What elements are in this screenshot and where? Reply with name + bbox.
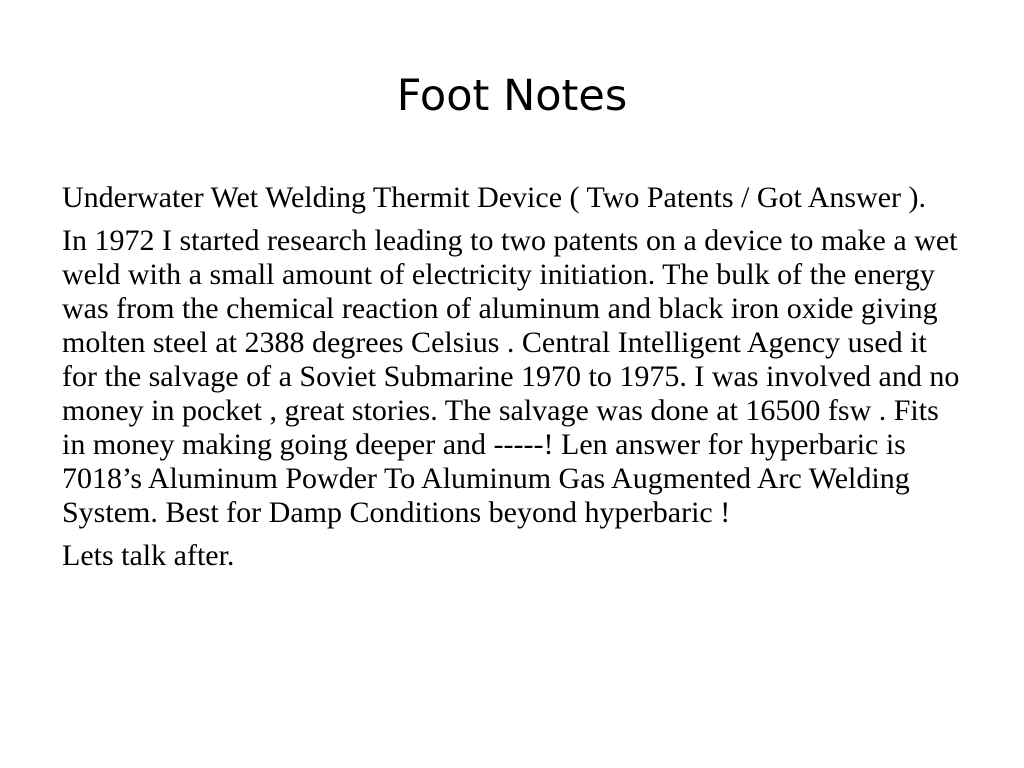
paragraph-heading: Underwater Wet Welding Thermit Device ( Two Patents / Got Answer ). (62, 181, 926, 214)
slide-body (62, 181, 968, 582)
paragraph-closing: Lets talk after. (62, 539, 235, 572)
slide-title: Foot Notes (396, 71, 628, 121)
paragraph-story: In 1972 I started research leading to two patents on a device to make a wet weld with a small amount of electricity initiation. The bulk of the energy was from the chemical reaction of aluminum and black iron oxide giving molten steel at 2388 degrees Celsius . Central Intelligent Agency used it for the salvage of a Soviet Submarine 1970 to 1975. I was involved and no money in pocket , great stories. The salvage was done at 16500 fsw . Fits in money making going deeper and -----! Len answer for hyperbaric is 7018’s Aluminum Powder To Aluminum Gas Augmented Arc Welding System. Best for Damp Conditions beyond hyperbaric ! (62, 224, 960, 529)
